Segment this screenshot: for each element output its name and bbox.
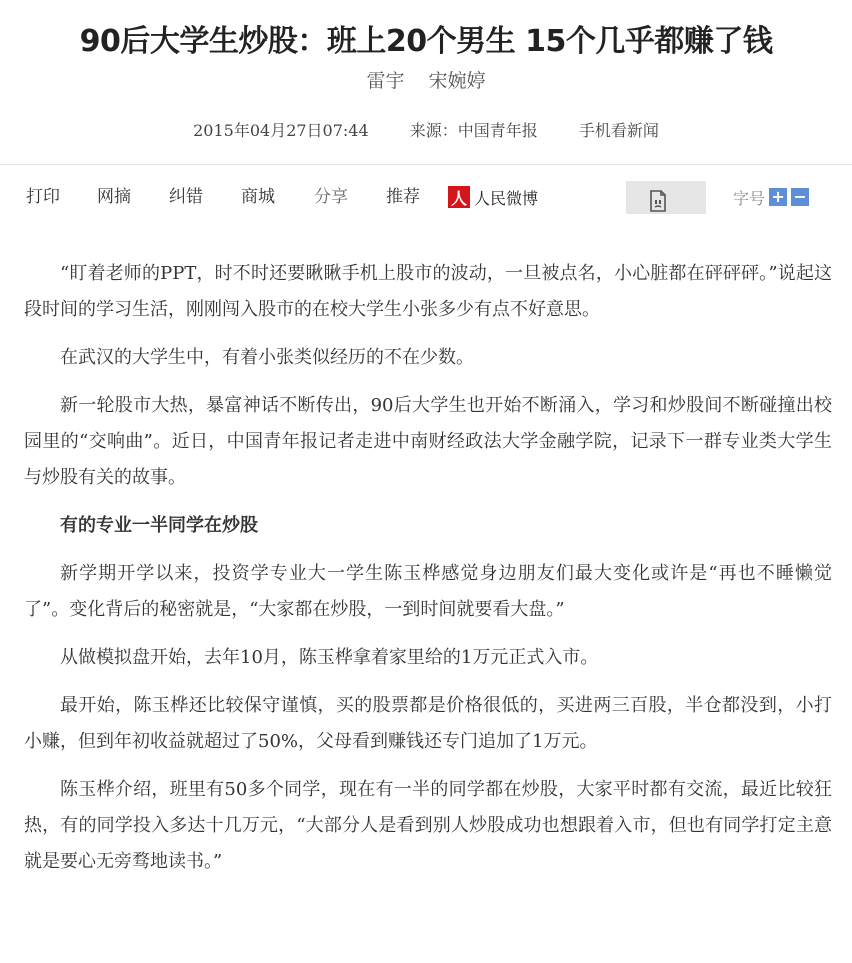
- weibo-label: 人民微博: [474, 188, 539, 208]
- article-paragraph: 新学期开学以来，投资学专业大一学生陈玉桦感觉身边朋友们最大变化或许是“再也不睡懒觉了”。变化背后的秘密就是，“大家都在炒股，一到时间就要看大盘。”: [24, 563, 832, 620]
- correct-button[interactable]: 纠错: [169, 187, 203, 207]
- article-paragraph: 最开始，陈玉桦还比较保守谨慎，买的股票都是价格很低的，买进两三百股，半仓都没到，小打小赚，但到年初收益就超过了50%，父母看到赚钱还专门追加了1万元。: [24, 695, 832, 752]
- font-size-label: 字号: [733, 188, 766, 208]
- mobile-qr-button[interactable]: [626, 181, 706, 214]
- article-paragraph: 新一轮股市大热，暴富神话不断传出，90后大学生也开始不断涌入，学习和炒股间不断碰撞出校园里的“交响曲”。近日，中国青年报记者走进中南财经政法大学金融学院，记录下一群专业类大学生与炒股有关的故事。: [24, 395, 832, 488]
- mall-button[interactable]: 商城: [241, 187, 275, 207]
- font-increase-button[interactable]: +: [769, 188, 787, 206]
- article-paragraph: “盯着老师的PPT，时不时还要瞅瞅手机上股市的波动，一旦被点名，小心脏都在砰砰砰。”说起这段时间的学习生活，刚刚闯入股市的在校大学生小张多少有点不好意思。: [24, 263, 832, 320]
- article-subheading: 有的专业一半同学在炒股: [60, 515, 258, 536]
- article-meta: [0, 116, 852, 146]
- header-divider: [0, 164, 852, 165]
- article-authors: [0, 64, 852, 98]
- article-paragraph: 从做模拟盘开始，去年10月，陈玉桦拿着家里给的1万元正式入市。: [60, 647, 599, 668]
- article-toolbar: [0, 178, 852, 218]
- excerpt-button[interactable]: 网摘: [97, 187, 131, 207]
- share-button[interactable]: 分享: [314, 187, 348, 207]
- author-name: 雷宇: [366, 70, 405, 92]
- article-paragraph: 在武汉的大学生中，有着小张类似经历的不在少数。: [60, 347, 474, 368]
- phone-qr-icon: [648, 189, 668, 213]
- author-name: 宋婉婷: [428, 70, 486, 92]
- font-decrease-button[interactable]: −: [791, 188, 809, 206]
- article-paragraph: 陈玉桦介绍，班里有50多个同学，现在有一半的同学都在炒股，大家平时都有交流，最近比较狂热，有的同学投入多达十几万元，“大部分人是看到别人炒股成功也想跟着入市，但也有同学打定主意就是要心无旁骛地读书。”: [24, 779, 832, 872]
- mobile-news-link[interactable]: 手机看新闻: [578, 121, 659, 140]
- article-body: [24, 256, 832, 892]
- print-button[interactable]: 打印: [26, 187, 60, 207]
- weibo-logo-icon: 人: [448, 186, 470, 208]
- article-title: 90后大学生炒股：班上20个男生 15个几乎都赚了钱: [79, 24, 773, 60]
- publish-datetime: 2015年04月27日07:44: [193, 121, 369, 140]
- font-size-control: [733, 184, 809, 210]
- recommend-button[interactable]: 推荐: [386, 187, 420, 207]
- weibo-share-button[interactable]: [448, 184, 538, 210]
- article-source[interactable]: 来源：中国青年报: [409, 121, 538, 140]
